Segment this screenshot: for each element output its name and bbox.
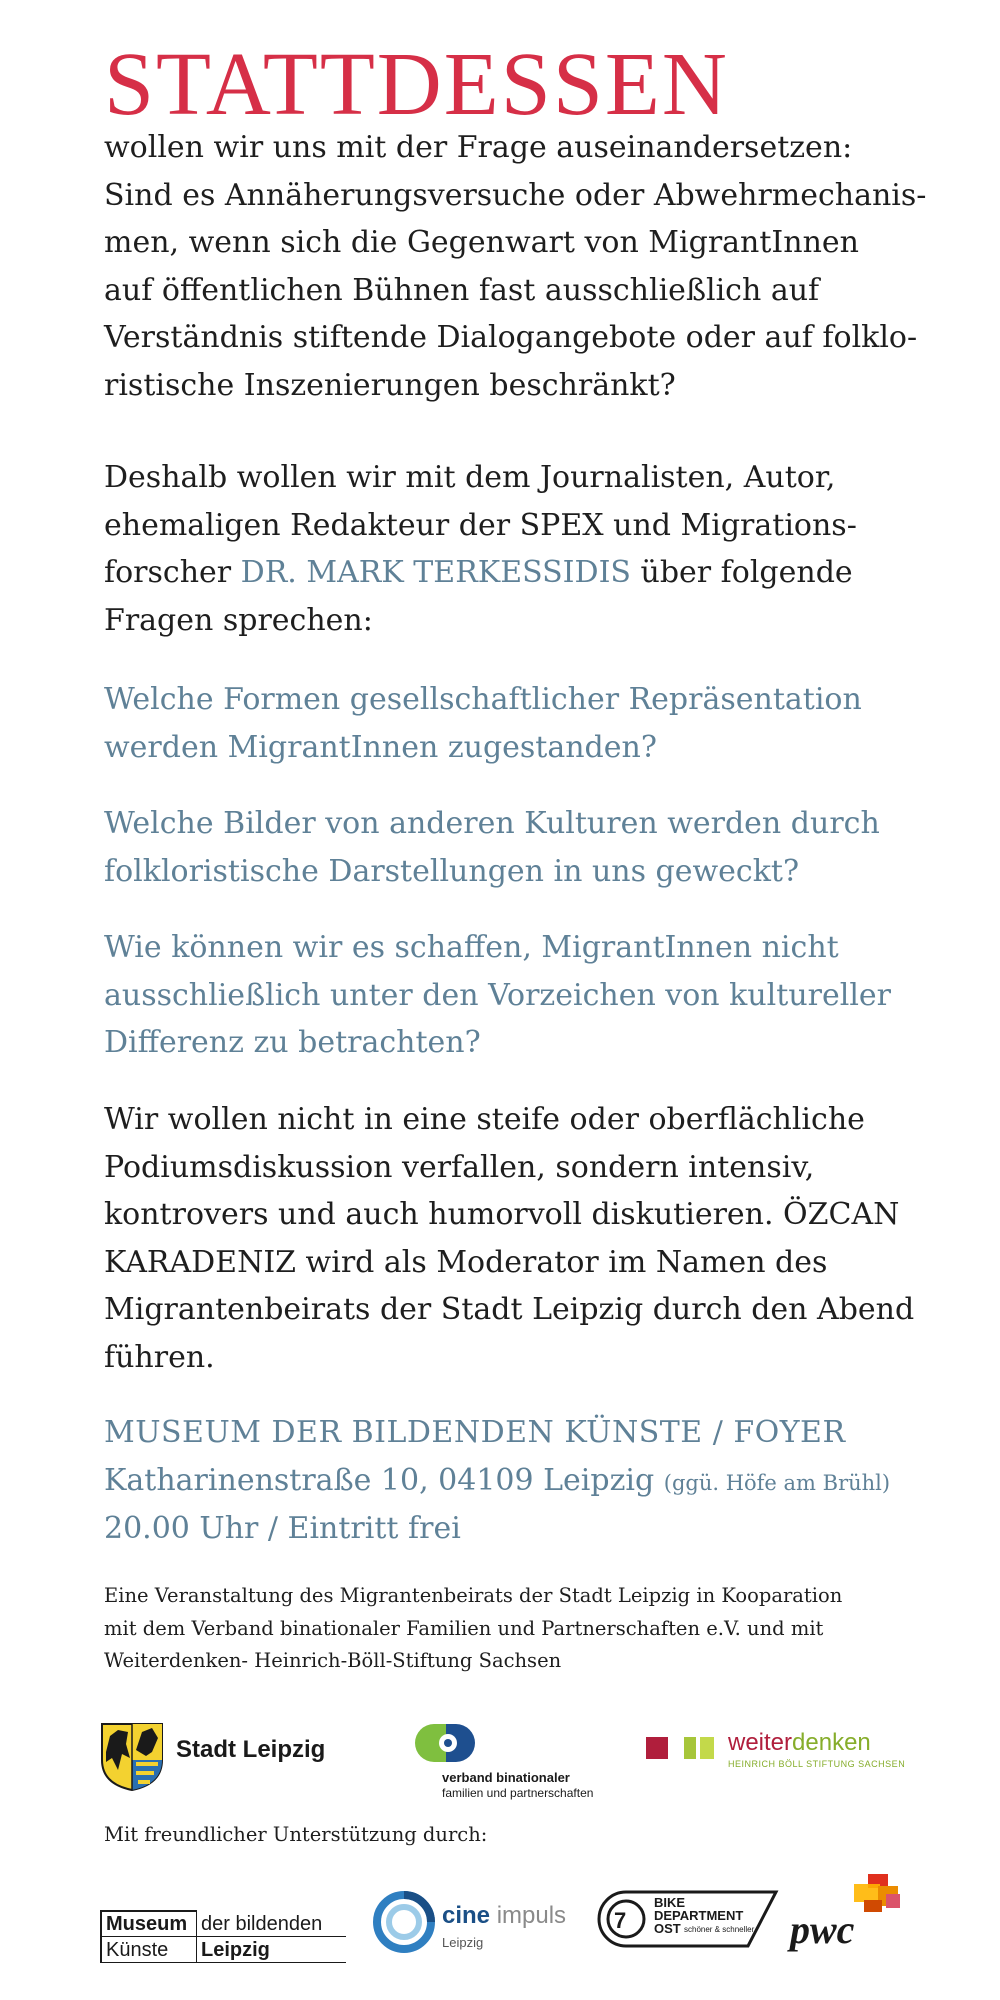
question-line: Welche Bilder von anderen Kulturen werden durch — [104, 806, 880, 841]
verband-mark-icon — [412, 1722, 492, 1764]
cine-word: cine — [442, 1902, 491, 1929]
question-line: folkloristische Darstellungen in uns geweckt? — [104, 853, 800, 889]
museum-frame-bottom — [100, 1962, 346, 1963]
question-3 — [104, 924, 954, 1067]
museum-word-leipzig: Leipzig — [201, 1939, 270, 1961]
venue-street: Katharinenstraße 10, 04109 Leipzig — [104, 1463, 655, 1498]
question-line: Differenz zu betrachten? — [104, 1025, 481, 1060]
question-line: ausschließlich unter den Vorzeichen von kultureller — [104, 977, 892, 1013]
stadt-leipzig-logo — [100, 1722, 360, 1792]
format-line: KARADENIZ wird als Moderator im Namen des — [104, 1244, 828, 1280]
bike-line-3: OST — [654, 1921, 681, 1936]
weiterdenken-square-green-1 — [684, 1737, 696, 1759]
leipzig-coat-of-arms-icon — [100, 1722, 164, 1792]
weiterdenken-word-b: denken — [792, 1729, 871, 1756]
credits-line: Weiterdenken- Heinrich-Böll-Stiftung Sachsen — [104, 1649, 562, 1672]
pwc-wordmark: pwc — [790, 1907, 855, 1952]
cine-impuls-logo — [372, 1888, 592, 1960]
cine-impuls-ring-icon — [372, 1890, 436, 1954]
support-label: Mit freundlicher Unterstützung durch: — [104, 1823, 488, 1846]
intro-line: auf öffentlichen Bühnen fast ausschließlich auf — [104, 272, 820, 308]
pwc-block-4 — [886, 1894, 900, 1908]
museum-frame-divider — [196, 1910, 197, 1962]
question-line: werden MigrantInnen zugestanden? — [104, 729, 657, 765]
bike-department-ost-logo — [596, 1888, 780, 1952]
museum-frame-top — [100, 1910, 196, 1912]
speaker-line-before: forscher — [104, 555, 241, 590]
stadt-leipzig-label: Stadt Leipzig — [176, 1736, 326, 1763]
format-line: führen. — [104, 1339, 215, 1375]
venue-name: MUSEUM DER BILDENDEN KÜNSTE / FOYER — [104, 1415, 846, 1450]
weiterdenken-wordmark — [728, 1729, 871, 1757]
speaker-name: DR. MARK TERKESSIDIS — [240, 555, 631, 590]
impuls-word: impuls — [496, 1902, 567, 1929]
weiterdenken-logo — [646, 1727, 906, 1777]
speaker-line: Deshalb wollen wir mit dem Journalisten, Autor, — [104, 460, 836, 495]
svg-text:7: 7 — [614, 1908, 627, 1933]
cine-impuls-wordmark — [442, 1902, 566, 1930]
question-line: Wie können wir es schaffen, MigrantInnen nicht — [104, 930, 839, 965]
credits-line: Eine Veranstaltung des Migrantenbeirats der Stadt Leipzig in Kooparation — [104, 1584, 843, 1607]
question-1 — [104, 676, 954, 771]
verband-line-2: familien und partnerschaften — [442, 1786, 594, 1800]
format-line: kontrovers und auch humorvoll diskutieren. ÖZCAN — [104, 1197, 900, 1232]
venue-time: 20.00 Uhr / Eintritt frei — [104, 1511, 461, 1546]
intro-line: men, wenn sich die Gegenwart von MigrantInnen — [104, 225, 859, 260]
question-2 — [104, 800, 954, 895]
intro-line: ristische Inszenierungen beschränkt? — [104, 367, 676, 403]
weiterdenken-subtitle: HEINRICH BÖLL STIFTUNG SACHSEN — [728, 1759, 906, 1769]
venue-address-note: (ggü. Höfe am Brühl) — [663, 1471, 891, 1495]
speaker-line: ehemaligen Redakteur der SPEX und Migrations- — [104, 507, 857, 543]
speaker-paragraph — [104, 454, 954, 644]
format-line: Migrantenbeirats der Stadt Leipzig durch den Abend — [104, 1292, 915, 1327]
verband-binationaler-logo — [410, 1722, 640, 1804]
headline: STATTDESSEN — [104, 35, 729, 134]
pwc-block-5 — [864, 1900, 882, 1912]
question-line: Welche Formen gesellschaftlicher Repräsentation — [104, 682, 862, 717]
weiterdenken-square-green-2 — [700, 1737, 714, 1759]
museum-word-museum: Museum — [106, 1913, 188, 1935]
speaker-line: Fragen sprechen: — [104, 602, 373, 638]
bike-line-2: DEPARTMENT — [654, 1908, 744, 1923]
format-line: Podiumsdiskussion verfallen, sondern intensiv, — [104, 1149, 815, 1185]
format-paragraph — [104, 1096, 954, 1381]
cine-impuls-city: Leipzig — [442, 1935, 484, 1950]
museum-word-kuenste: Künste — [106, 1939, 169, 1961]
credits-line: mit dem Verband binationaler Familien und Partnerschaften e.V. und mit — [104, 1616, 824, 1640]
verband-line-1: verband binationaler — [442, 1770, 570, 1785]
venue-address — [104, 1457, 964, 1507]
museum-word-bildenden: der bildenden — [201, 1913, 323, 1935]
intro-paragraph — [104, 124, 954, 409]
intro-line: Sind es Annäherungsversuche oder Abwehrmechanis- — [104, 177, 927, 213]
bike-tagline: schöner & schneller — [684, 1925, 755, 1934]
weiterdenken-square-red — [646, 1737, 668, 1759]
organizer-credits — [104, 1580, 954, 1678]
intro-line: Verständnis stiftende Dialogangebote oder auf folklo- — [104, 320, 918, 355]
pwc-logo — [790, 1872, 920, 1958]
weiterdenken-word-a: weiter — [728, 1729, 793, 1756]
museum-frame-mid — [100, 1936, 346, 1937]
speaker-line-after: über folgende — [630, 555, 853, 590]
format-line: Wir wollen nicht in eine steife oder oberflächliche — [104, 1102, 865, 1137]
bike-line-1: BIKE — [654, 1895, 686, 1910]
intro-line: wollen wir uns mit der Frage auseinandersetzen: — [104, 130, 853, 165]
museum-bildende-kuenste-logo — [100, 1908, 346, 1964]
